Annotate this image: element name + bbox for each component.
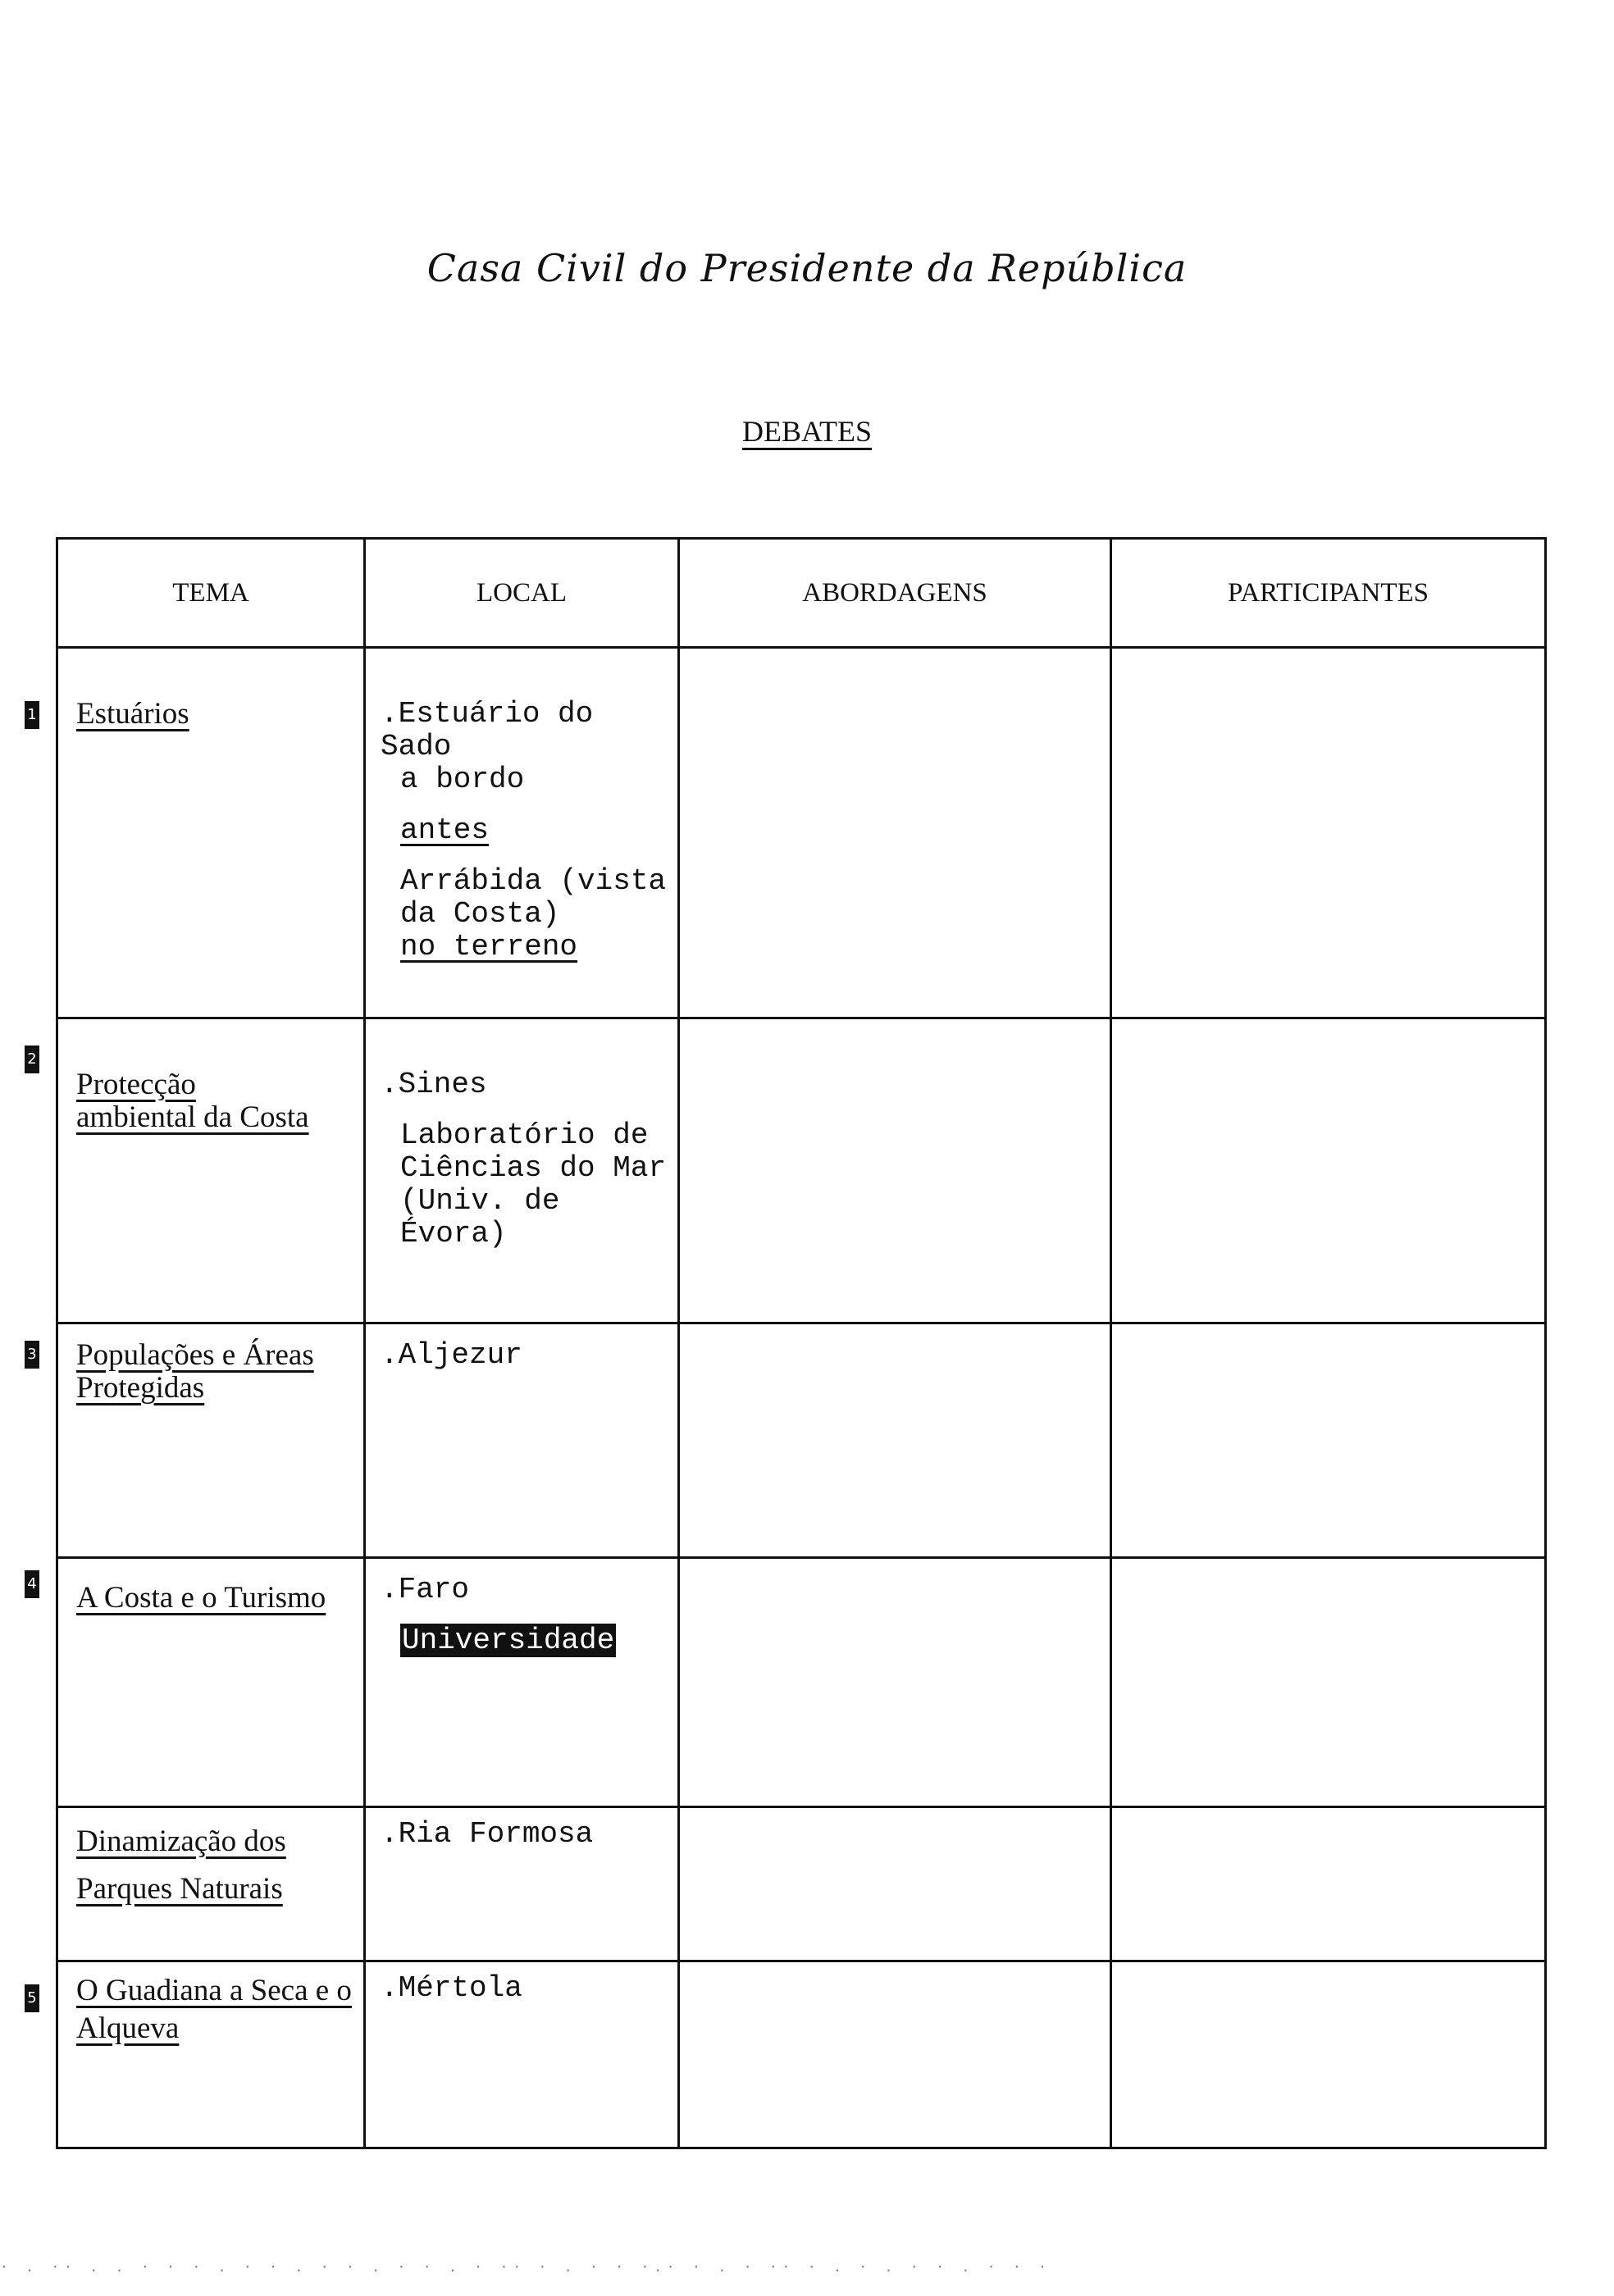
local-line: .Ria Formosa — [381, 1817, 594, 1851]
row-marker: 4 — [25, 1570, 39, 1598]
row-marker: 2 — [25, 1046, 39, 1073]
row-marker: 1 — [25, 701, 39, 729]
local-line: Ciências do Mar — [400, 1151, 667, 1185]
local-cell — [366, 1808, 677, 1851]
abordagens-cell — [679, 1018, 1111, 1323]
tema-cell: Populações e Áreas Protegidas — [76, 1338, 314, 1405]
participantes-cell — [1111, 1807, 1546, 1961]
local-line: .Faro — [381, 1573, 470, 1606]
column-header-participantes: PARTICIPANTES — [1111, 539, 1546, 648]
table-row — [57, 1807, 1546, 1961]
local-line: Universidade — [402, 1624, 615, 1657]
local-line: Arrábida (vista — [400, 864, 667, 898]
abordagens-cell — [679, 1323, 1111, 1558]
participantes-cell — [1111, 1558, 1546, 1807]
local-line: .Mértola — [381, 1971, 522, 2005]
local-cell — [366, 1962, 677, 2005]
title-text: DEBATES — [741, 415, 872, 448]
table-header-row — [57, 539, 1546, 648]
row-marker: 3 — [25, 1341, 39, 1369]
debates-table — [56, 537, 1547, 2149]
abordagens-cell — [679, 1558, 1111, 1807]
tema-cell: A Costa e o Turismo — [76, 1581, 326, 1615]
page-title — [0, 414, 1614, 449]
tema-cell: Dinamização dos Parques Naturais — [76, 1824, 286, 1906]
abordagens-cell — [679, 1807, 1111, 1961]
table-row — [57, 1961, 1546, 2148]
local-line: Laboratório de — [400, 1118, 649, 1152]
abordagens-cell — [679, 1961, 1111, 2148]
participantes-cell — [1111, 1323, 1546, 1558]
table-row — [57, 1018, 1546, 1323]
letterhead: Casa Civil do Presidente da República — [426, 246, 1188, 290]
local-line: .Sines — [381, 1068, 487, 1101]
local-cell — [366, 1019, 677, 1250]
local-cell — [366, 1559, 677, 1657]
local-line: .Aljezur — [381, 1338, 522, 1372]
participantes-cell — [1111, 1018, 1546, 1323]
scan-noise: · . ·· . . · · · . · · . · · . · · . · ·· · . · · ·.· · . · ·· · . · . · · . · · · — [0, 2259, 1051, 2275]
local-cell — [366, 649, 677, 963]
local-line: a bordo — [400, 763, 525, 796]
column-header-tema: TEMA — [57, 539, 365, 648]
tema-cell: Protecção ambiental da Costa — [76, 1068, 309, 1134]
column-header-local: LOCAL — [365, 539, 679, 648]
participantes-cell — [1111, 1961, 1546, 2148]
column-header-abordagens: ABORDAGENS — [679, 539, 1111, 648]
local-line: (Univ. de Évora) — [400, 1184, 560, 1250]
tema-cell: Estuários — [76, 697, 189, 731]
local-line: antes — [400, 813, 490, 847]
table-row — [57, 1558, 1546, 1807]
local-line: .Estuário do Sado — [381, 697, 594, 763]
table-row — [57, 648, 1546, 1018]
table-row — [57, 1323, 1546, 1558]
row-marker: 5 — [25, 1984, 39, 2012]
local-cell — [366, 1324, 677, 1372]
local-line: da Costa) — [400, 897, 560, 931]
tema-cell: O Guadiana a Seca e o Alqueva — [76, 1974, 352, 2045]
participantes-cell — [1111, 648, 1546, 1018]
abordagens-cell — [679, 648, 1111, 1018]
local-line: no terreno — [400, 930, 578, 963]
